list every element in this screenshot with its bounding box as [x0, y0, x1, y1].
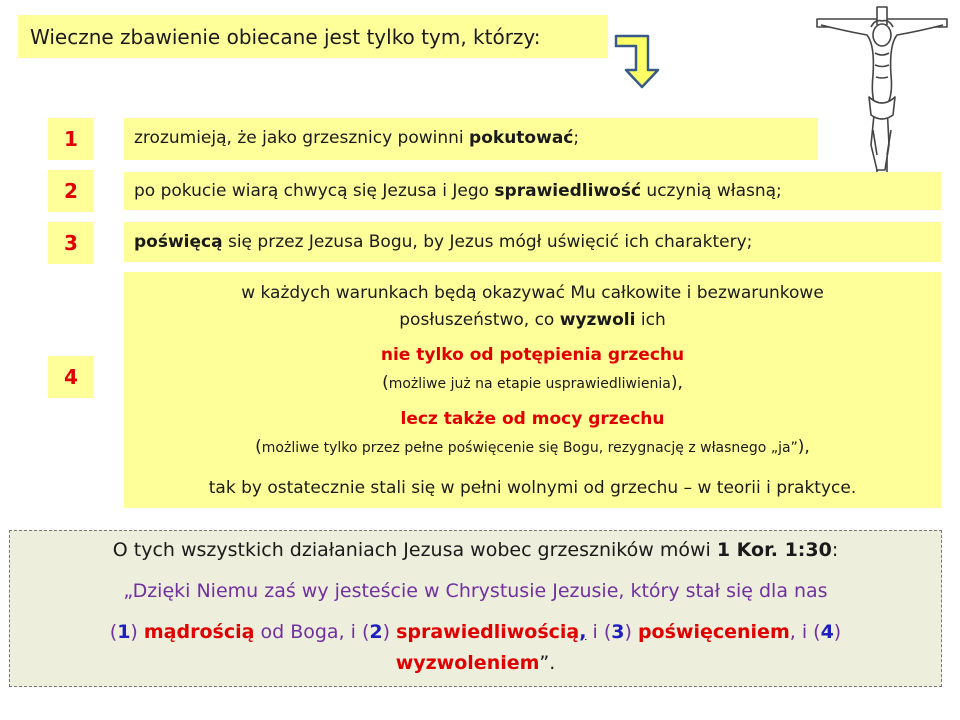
item-3-bold: poświęcą	[134, 232, 223, 252]
quote-line-2	[10, 621, 941, 643]
word-wisdom: mądrością	[143, 621, 255, 643]
item-number-3: 3	[48, 222, 94, 264]
item-4-note-2-open: (	[255, 437, 262, 457]
quote-line-1: „Dzięki Niemu zaś wy jesteście w Chrystusie Jezusie, który stał się dla nas	[123, 580, 828, 602]
item-1-end: ;	[573, 128, 580, 148]
item-number-4: 4	[48, 356, 94, 398]
connector: , i (	[789, 621, 821, 643]
connector: )	[382, 621, 397, 643]
item-4-red-1: nie tylko od potępienia grzechu	[380, 345, 685, 365]
number-1: 1	[117, 621, 131, 643]
item-4-note-1	[124, 373, 941, 393]
item-4-line-2-bold: wyzwoli	[559, 310, 636, 330]
item-number-2: 2	[48, 170, 94, 212]
item-4	[124, 272, 941, 508]
quote-box	[9, 530, 942, 687]
item-2	[124, 172, 941, 210]
connector: )	[624, 621, 638, 643]
connector: od Boga, i (	[254, 621, 370, 643]
item-1-bold: pokutować	[469, 128, 574, 148]
paren: )	[130, 621, 144, 643]
item-2-bold: sprawiedliwość	[494, 181, 642, 201]
item-4-line-1: w każdych warunkach będą okazywać Mu całkowite i bezwarunkowe	[241, 283, 824, 303]
quote-line-3	[10, 652, 941, 674]
item-4-note-2	[124, 437, 941, 457]
item-4-line-2	[124, 310, 941, 330]
item-1	[124, 118, 818, 160]
arrow-down-right-icon	[612, 32, 662, 90]
connector: )	[833, 621, 842, 643]
quote-end: ”.	[539, 652, 556, 674]
item-4-note-2-text: możliwe tylko przez pełne poświęcenie się Bogu, rezygnację z własnego „ja”	[261, 440, 798, 456]
comma: ,	[579, 621, 587, 643]
item-4-note-1-text: możliwe już na etapie usprawiedliwienia	[388, 376, 671, 392]
item-1-text: zrozumieją, że jako grzesznicy powinni	[134, 128, 470, 148]
quote-intro-end: :	[831, 539, 839, 561]
number-2: 2	[369, 621, 383, 643]
paren: (	[109, 621, 118, 643]
item-4-note-1-open: (	[382, 373, 389, 393]
item-2-end: uczynią własną;	[641, 181, 782, 201]
word-righteousness: sprawiedliwością	[396, 621, 580, 643]
quote-reference: 1 Kor. 1:30	[716, 539, 832, 561]
item-2-text: po pokucie wiarą chwycą się Jezusa i Jego	[134, 181, 495, 201]
slide-title: Wieczne zbawienie obiecane jest tylko tym, którzy:	[18, 15, 608, 58]
word-redemption: wyzwoleniem	[395, 652, 540, 674]
word-sanctification: poświęceniem	[637, 621, 790, 643]
quote-intro-text: O tych wszystkich działaniach Jezusa wobec grzeszników mówi	[112, 539, 717, 561]
crucifix-image	[815, 5, 950, 175]
item-4-note-1-close: ),	[670, 373, 683, 393]
item-3-end: się przez Jezusa Bogu, by Jezus mógł uświęcić ich charaktery;	[222, 232, 753, 252]
item-number-1: 1	[48, 118, 94, 160]
item-4-note-2-close: ),	[797, 437, 810, 457]
item-4-line-2-end: ich	[635, 310, 666, 330]
connector: i (	[586, 621, 612, 643]
item-4-last-line: tak by ostatecznie stali się w pełni wolnymi od grzechu – w teorii i praktyce.	[208, 478, 857, 498]
item-3	[124, 222, 941, 262]
quote-intro	[10, 539, 941, 561]
item-4-line-2-text: posłuszeństwo, co	[399, 310, 560, 330]
item-4-red-2: lecz także od mocy grzechu	[400, 409, 665, 429]
number-4: 4	[820, 621, 834, 643]
number-3: 3	[611, 621, 625, 643]
